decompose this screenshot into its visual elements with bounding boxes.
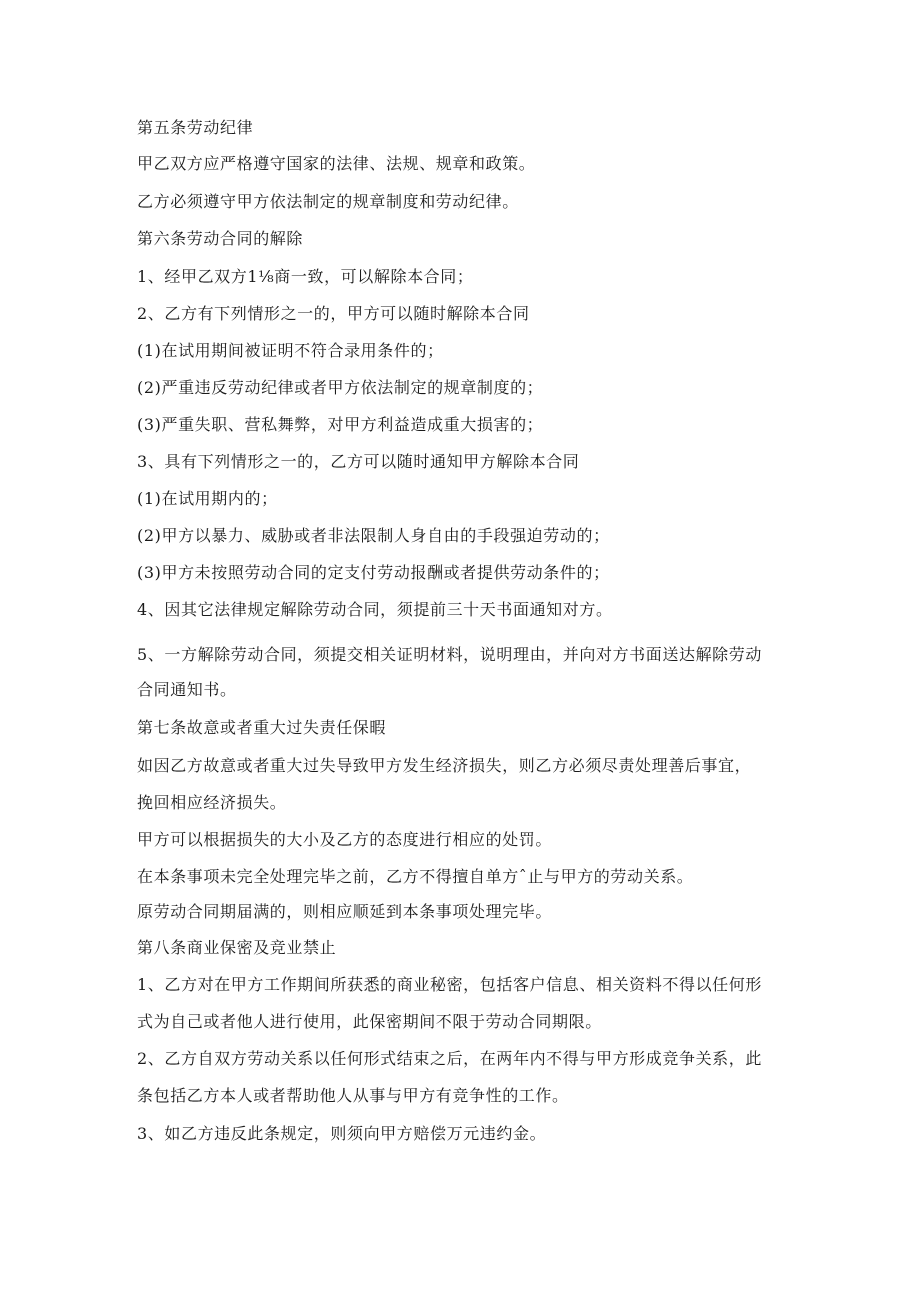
paragraph: 甲乙双方应严格遵守国家的法律、法规、规章和政策。 [137, 154, 536, 173]
paragraph: 原劳动合同期届满的，则相应顺延到本条事项处理完毕。 [137, 902, 553, 921]
article-8-heading: 第八条商业保密及竞业禁止 [137, 938, 337, 957]
paragraph: 在本条事项未完全处理完毕之前，乙方不得擅自单方ˆ止与甲方的劳动关系。 [137, 867, 694, 886]
list-item: 5、一方解除劳动合同，须提交相关证明材料，说明理由，并向对方书面送达解除劳动 [137, 645, 762, 664]
list-item-continuation: 合同通知书。 [137, 680, 237, 699]
list-item: (3)甲方未按照劳动合同的定支付劳动报酬或者提供劳动条件的； [137, 563, 610, 582]
list-item: 3、具有下列情形之一的，乙方可以随时通知甲方解除本合同 [137, 452, 580, 471]
list-item-continuation: 条包括乙方本人或者帮助他人从事与甲方有竞争性的工作。 [137, 1086, 569, 1105]
list-item: 3、如乙方违反此条规定，则须向甲方赔偿万元违约金。 [137, 1124, 547, 1143]
list-item: (1)在试用期间被证明不符合录用条件的； [137, 341, 444, 360]
list-item: (2)严重违反劳动纪律或者甲方依法制定的规章制度的； [137, 378, 544, 397]
paragraph: 甲方可以根据损失的大小及乙方的态度进行相应的处罚。 [137, 830, 553, 849]
list-item: 4、因其它法律规定解除劳动合同，须提前三十天书面通知对方。 [137, 600, 613, 619]
list-item: (1)在试用期内的； [137, 489, 278, 508]
paragraph-continuation: 挽回相应经济损失。 [137, 793, 287, 812]
article-6-heading: 第六条劳动合同的解除 [137, 229, 304, 248]
paragraph: 乙方必须遵守甲方依法制定的规章制度和劳动纪律。 [137, 192, 519, 211]
list-item: 1、乙方对在甲方工作期间所获悉的商业秘密，包括客户信息、相关资料不得以任何形 [137, 975, 762, 994]
list-item-continuation: 式为自己或者他人进行使用，此保密期间不限于劳动合同期限。 [137, 1012, 602, 1031]
list-item: (2)甲方以暴力、威胁或者非法限制人身自由的手段强迫劳动的； [137, 526, 610, 545]
article-7-heading: 第七条故意或者重大过失责任保暇 [137, 718, 387, 737]
paragraph: 如因乙方故意或者重大过失导致甲方发生经济损失，则乙方必须尽责处理善后事宜， [137, 756, 752, 775]
list-item: (3)严重失职、营私舞弊，对甲方利益造成重大损害的； [137, 415, 544, 434]
list-item: 2、乙方自双方劳动关系以任何形式结束之后，在两年内不得与甲方形成竞争关系，此 [137, 1049, 762, 1068]
article-5-heading: 第五条劳动纪律 [137, 118, 254, 137]
list-item: 2、乙方有下列情形之一的，甲方可以随时解除本合同 [137, 304, 530, 323]
list-item: 1、经甲乙双方1⅛商一致，可以解除本合同； [137, 267, 474, 286]
